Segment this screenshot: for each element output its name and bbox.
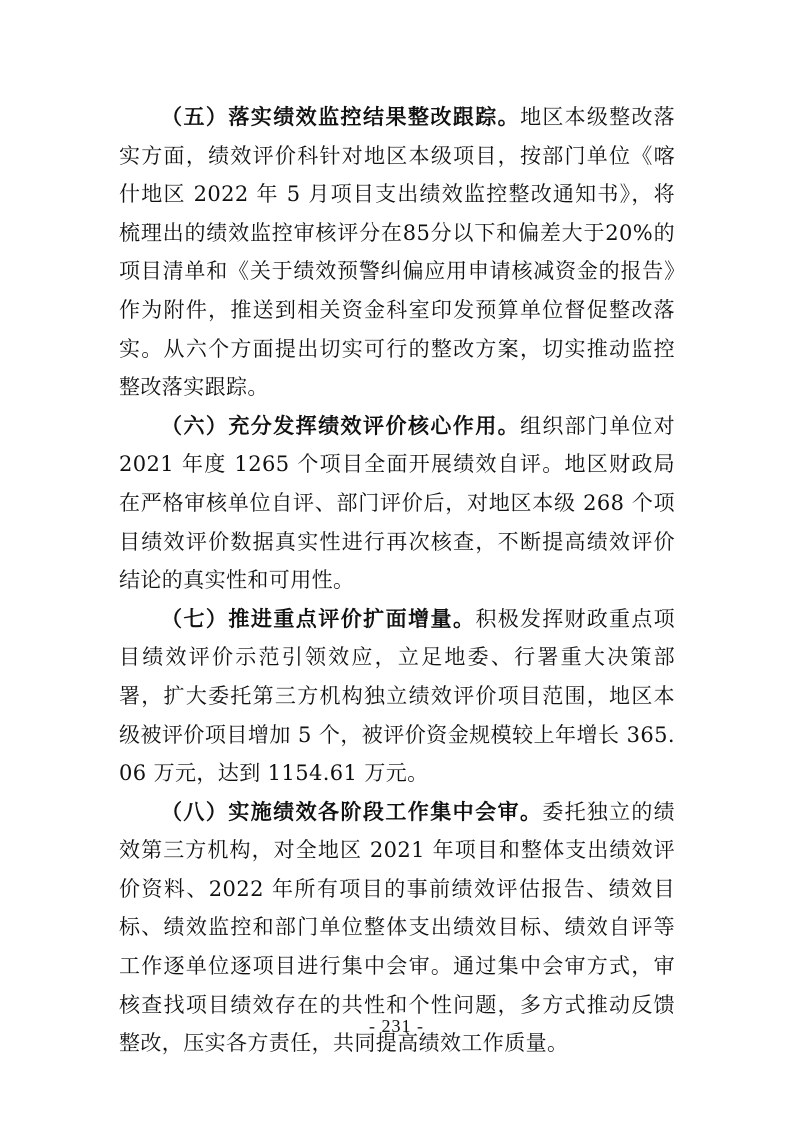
section-body-7: 积极发挥财政重点项目绩效评价示范引领效应，立足地委、行署重大决策部署，扩大委托第三方机构独立绩效评价项目范围，地区本级被评价项目增加 5 个，被评价资金规模较上年增长 365.06 万元，达到 1154.61 万元。	[119, 606, 675, 786]
section-body-8: 委托独立的绩效第三方机构，对全地区 2021 年项目和整体支出绩效评价资料、2022 年所有项目的事前绩效评估报告、绩效目标、绩效监控和部门单位整体支出绩效目标、绩效自评等工作逐单位逐项目进行集中会审。通过集中会审方式，审核查找项目绩效存在的共性和个性问题，多方式推动反馈整改，压实各方责任，共同提高绩效工作质量。	[119, 799, 676, 1056]
document-body	[119, 98, 675, 1063]
section-heading-6: （六）充分发挥绩效评价核心作用。	[161, 413, 521, 438]
paragraph-7	[119, 600, 675, 793]
section-heading-7: （七）推进重点评价扩面增量。	[161, 606, 476, 631]
section-body-6: 组织部门单位对 2021 年度 1265 个项目全面开展绩效自评。地区财政局在严格审核单位自评、部门评价后，对地区本级 268 个项目绩效评价数据真实性进行再次核查，不断提高绩效评价结论的真实性和可用性。	[119, 413, 675, 593]
paragraph-5	[119, 98, 675, 407]
section-body-5: 地区本级整改落实方面，绩效评价科针对地区本级项目，按部门单位《喀什地区 2022 年 5 月项目支出绩效监控整改通知书》，将梳理出的绩效监控审核评分在85分以下和偏差大于20%的项目清单和《关于绩效预警纠偏应用申请核减资金的报告》作为附件，推送到相关资金科室印发预算单位督促整改落实。从六个方面提出切实可行的整改方案，切实推动监控整改落实跟踪。	[119, 105, 675, 400]
paragraph-6	[119, 407, 675, 600]
section-heading-5: （五）落实绩效监控结果整改跟踪。	[161, 105, 521, 129]
section-heading-8: （八）实施绩效各阶段工作集中会审。	[161, 799, 543, 824]
page-number: - 231 -	[369, 1016, 424, 1036]
